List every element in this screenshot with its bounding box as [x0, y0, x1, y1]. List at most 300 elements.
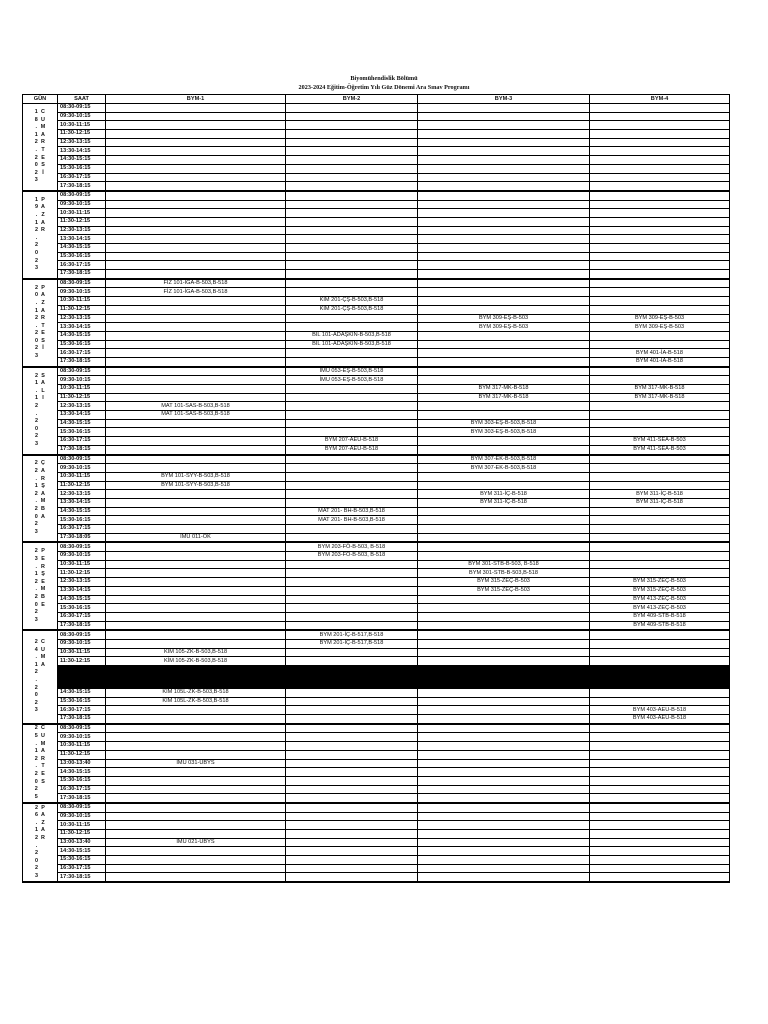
exam-cell-bym4: BYM 413-ZEÇ-B-503	[590, 604, 730, 613]
exam-cell-bym2	[286, 288, 418, 297]
day-name-char: İ	[42, 169, 44, 176]
exam-cell-bym4: BYM 409-STB-B-518	[590, 621, 730, 630]
schedule-row	[23, 586, 730, 595]
time-slot: 08:30-09:15	[58, 279, 106, 288]
exam-cell-bym2	[286, 838, 418, 847]
exam-cell-bym4	[590, 235, 730, 244]
exam-cell-bym4: BYM 411-SEA-B-503	[590, 445, 730, 454]
exam-cell-bym2	[286, 472, 418, 481]
day-date-char: 2	[34, 669, 38, 676]
day-label	[23, 725, 57, 801]
schedule-row	[23, 367, 730, 376]
schedule-row	[23, 437, 730, 446]
day-date-char: .	[35, 124, 37, 131]
exam-cell-bym2	[286, 252, 418, 261]
day-date-char: 2	[35, 372, 39, 379]
schedule-row	[23, 750, 730, 759]
exam-cell-bym4	[590, 226, 730, 235]
day-name-char: S	[41, 162, 45, 169]
schedule-row	[23, 697, 730, 706]
time-slot: 16:30-17:15	[58, 785, 106, 794]
exam-cell-bym4	[590, 569, 730, 578]
day-name-char: T	[41, 322, 45, 329]
day-date-char: .	[35, 819, 38, 826]
exam-cell-bym4	[590, 648, 730, 657]
day-date-char: 1	[35, 307, 39, 314]
time-slot: 08:30-09:15	[58, 542, 106, 551]
exam-cell-bym1	[106, 173, 286, 182]
day-cell	[23, 191, 58, 279]
exam-cell-bym1	[106, 314, 286, 323]
exam-cell-bym4	[590, 847, 730, 856]
exam-cell-bym3	[418, 252, 590, 261]
exam-cell-bym4	[590, 639, 730, 648]
exam-cell-bym2: BYM 201-İÇ-B-517,B-518	[286, 630, 418, 639]
day-date-char: 2	[35, 804, 39, 811]
exam-cell-bym4	[590, 419, 730, 428]
schedule-row	[23, 552, 730, 561]
time-slot: 09:30-10:15	[58, 288, 106, 297]
day-date-char: 3	[35, 265, 39, 272]
exam-cell-bym4	[590, 525, 730, 534]
day-date-vertical	[35, 725, 38, 801]
day-cell	[23, 803, 58, 882]
exam-cell-bym4	[590, 552, 730, 561]
day-date-char: .	[35, 212, 38, 219]
blocked-cell	[286, 666, 418, 689]
time-slot: 08:30-09:15	[58, 630, 106, 639]
exam-cell-bym4	[590, 516, 730, 525]
exam-cell-bym1: İMU 021-ÜBYS	[106, 838, 286, 847]
exam-cell-bym1	[106, 200, 286, 209]
exam-cell-bym2	[286, 733, 418, 742]
schedule-row	[23, 191, 730, 200]
exam-cell-bym4	[590, 217, 730, 226]
exam-cell-bym4: BYM 311-İÇ-B-518	[590, 498, 730, 507]
day-date-char: .	[35, 234, 38, 241]
exam-cell-bym3	[418, 630, 590, 639]
exam-cell-bym3	[418, 785, 590, 794]
day-name-vertical	[41, 548, 46, 624]
exam-cell-bym3	[418, 235, 590, 244]
day-name-char: S	[41, 372, 45, 379]
exam-cell-bym2	[286, 821, 418, 830]
time-slot: 10:30-11:15	[58, 121, 106, 130]
time-slot: 14:30-15:15	[58, 419, 106, 428]
day-date-char: 1	[35, 827, 39, 834]
exam-cell-bym2	[286, 533, 418, 542]
exam-cell-bym2	[286, 604, 418, 613]
exam-cell-bym1	[106, 569, 286, 578]
exam-cell-bym3: BYM 315-ZEÇ-B-503	[418, 578, 590, 587]
exam-cell-bym3	[418, 706, 590, 715]
day-date-char: .	[35, 387, 38, 394]
exam-cell-bym4: BYM 413-ZEÇ-B-503	[590, 595, 730, 604]
time-slot: 16:30-17:15	[58, 173, 106, 182]
day-label	[23, 548, 57, 624]
day-date-char: 3	[34, 177, 38, 184]
time-slot: 08:30-09:15	[58, 803, 106, 812]
exam-cell-bym4	[590, 244, 730, 253]
day-date-char: 2	[34, 460, 38, 467]
exam-cell-bym2	[286, 121, 418, 130]
day-name-char: A	[41, 204, 45, 211]
time-slot: 15:30-16:15	[58, 428, 106, 437]
day-date-char: .	[35, 475, 37, 482]
exam-cell-bym2	[286, 156, 418, 165]
day-name-char: M	[40, 654, 46, 661]
exam-cell-bym2	[286, 657, 418, 666]
day-date-char: 2	[35, 242, 39, 249]
exam-schedule-title: 2023-2024 Eğitim-Öğretim Yılı Güz Dönemi Ara Sınav Programı	[298, 84, 470, 91]
department-title: Biyomühendislik Bölümü	[350, 75, 418, 82]
day-name-char: İ	[42, 345, 44, 352]
column-header-time: SAAT	[58, 95, 106, 104]
time-slot: 15:30-16:15	[58, 776, 106, 785]
time-slot: 15:30-16:15	[58, 340, 106, 349]
exam-cell-bym1	[106, 612, 286, 621]
schedule-row	[23, 261, 730, 270]
exam-cell-bym1	[106, 750, 286, 759]
day-date-char: 6	[35, 812, 39, 819]
exam-cell-bym4	[590, 191, 730, 200]
exam-cell-bym2: İMU 053-EŞ-B-503,B-518	[286, 367, 418, 376]
day-date-char: 0	[34, 513, 38, 520]
schedule-row	[23, 455, 730, 464]
exam-cell-bym1	[106, 235, 286, 244]
exam-cell-bym3	[418, 648, 590, 657]
exam-cell-bym1	[106, 138, 286, 147]
exam-cell-bym1	[106, 498, 286, 507]
exam-cell-bym4: BYM 401-İA-B-518	[590, 357, 730, 366]
day-name-vertical	[41, 285, 45, 361]
schedule-row	[23, 776, 730, 785]
exam-cell-bym3	[418, 750, 590, 759]
time-slot: 09:30-10:15	[58, 639, 106, 648]
time-slot: 17:30-18:15	[58, 715, 106, 724]
day-date-char: 1	[34, 131, 38, 138]
exam-cell-bym1: KİM 105-ZK-B-503,B-518	[106, 648, 286, 657]
schedule-row	[23, 305, 730, 314]
day-name-char: U	[41, 646, 45, 653]
day-date-char: 0	[35, 857, 39, 864]
exam-cell-bym3	[418, 182, 590, 191]
exam-cell-bym1	[106, 552, 286, 561]
exam-cell-bym1	[106, 630, 286, 639]
exam-cell-bym1	[106, 244, 286, 253]
day-date-char: 2	[34, 169, 38, 176]
exam-cell-bym1	[106, 803, 286, 812]
exam-cell-bym1	[106, 733, 286, 742]
blocked-cell	[58, 666, 106, 689]
time-slot: 13:30-14:15	[58, 147, 106, 156]
time-slot: 16:30-17:15	[58, 706, 106, 715]
exam-cell-bym4: BYM 309-EŞ-B-503	[590, 323, 730, 332]
time-slot: 08:30-09:15	[58, 455, 106, 464]
time-slot: 17:30-18:15	[58, 270, 106, 279]
exam-cell-bym1	[106, 507, 286, 516]
schedule-row	[23, 252, 730, 261]
schedule-row	[23, 604, 730, 613]
day-date-char: 2	[34, 548, 38, 555]
exam-cell-bym2	[286, 586, 418, 595]
time-slot: 10:30-11:15	[58, 560, 106, 569]
exam-cell-bym2: BİL 101-ADAŞKIN-B-503,B-518	[286, 331, 418, 340]
exam-cell-bym3	[418, 621, 590, 630]
exam-cell-bym1	[106, 830, 286, 839]
exam-cell-bym1: İMU 011-ÖK	[106, 533, 286, 542]
schedule-row	[23, 314, 730, 323]
day-name-char: A	[41, 812, 45, 819]
time-slot: 12:30-13:15	[58, 490, 106, 499]
exam-cell-bym1	[106, 768, 286, 777]
exam-cell-bym3	[418, 130, 590, 139]
time-slot: 14:30-15:15	[58, 156, 106, 165]
exam-cell-bym1	[106, 437, 286, 446]
day-date-char: 2	[34, 609, 38, 616]
day-label	[23, 197, 57, 273]
exam-cell-bym2	[286, 750, 418, 759]
exam-cell-bym3	[418, 733, 590, 742]
day-date-char: 3	[34, 528, 38, 535]
day-date-char: 2	[35, 284, 39, 291]
exam-cell-bym4: BYM 315-ZEÇ-B-503	[590, 586, 730, 595]
exam-cell-bym4	[590, 112, 730, 121]
schedule-row	[23, 331, 730, 340]
exam-cell-bym3	[418, 742, 590, 751]
time-slot: 17:30-18:15	[58, 794, 106, 803]
exam-cell-bym3	[418, 768, 590, 777]
schedule-row	[23, 724, 730, 733]
schedule-row	[23, 464, 730, 473]
day-date-char: 2	[35, 433, 39, 440]
exam-cell-bym3	[418, 445, 590, 454]
time-slot: 12:30-13:15	[58, 226, 106, 235]
day-date-char: .	[35, 763, 37, 770]
exam-cell-bym1: BYM 101-SYY-B-503,B-518	[106, 472, 286, 481]
day-name-char: E	[41, 330, 45, 337]
exam-cell-bym1	[106, 252, 286, 261]
schedule-row	[23, 279, 730, 288]
exam-cell-bym3	[418, 864, 590, 873]
day-name-char: R	[41, 563, 45, 570]
day-date-char: .	[35, 842, 38, 849]
exam-cell-bym1: BYM 101-SYY-B-503,B-518	[106, 481, 286, 490]
time-slot: 10:30-11:15	[58, 297, 106, 306]
exam-cell-bym4	[590, 261, 730, 270]
schedule-row	[23, 349, 730, 358]
exam-cell-bym1	[106, 490, 286, 499]
exam-cell-bym3	[418, 209, 590, 218]
day-name-char: A	[41, 827, 45, 834]
exam-cell-bym2: İMU 053-EŞ-B-503,B-518	[286, 376, 418, 385]
day-date-char: 0	[34, 162, 38, 169]
exam-cell-bym2	[286, 147, 418, 156]
day-date-char: 1	[34, 108, 38, 115]
exam-cell-bym3	[418, 217, 590, 226]
day-name-char: I	[42, 395, 44, 402]
exam-cell-bym1	[106, 376, 286, 385]
time-slot: 14:30-15:15	[58, 595, 106, 604]
exam-cell-bym1	[106, 706, 286, 715]
day-name-char: R	[41, 315, 45, 322]
exam-cell-bym4	[590, 305, 730, 314]
day-name-char: A	[41, 748, 45, 755]
exam-cell-bym4	[590, 270, 730, 279]
schedule-row	[23, 121, 730, 130]
day-date-char: 0	[35, 337, 39, 344]
day-date-char: 2	[34, 139, 38, 146]
day-date-vertical	[35, 460, 38, 536]
exam-cell-bym1: KİM 105L-ZK-B-503,B-518	[106, 697, 286, 706]
exam-cell-bym1	[106, 604, 286, 613]
exam-cell-bym3	[418, 104, 590, 113]
time-slot: 17:30-18:15	[58, 621, 106, 630]
exam-cell-bym4	[590, 759, 730, 768]
exam-cell-bym2	[286, 525, 418, 534]
exam-cell-bym4	[590, 560, 730, 569]
time-slot: 10:30-11:15	[58, 648, 106, 657]
exam-cell-bym4: BYM 409-STB-B-518	[590, 612, 730, 621]
exam-cell-bym1	[106, 305, 286, 314]
time-slot: 13:30-14:15	[58, 411, 106, 420]
schedule-row	[23, 217, 730, 226]
exam-cell-bym1	[106, 595, 286, 604]
day-name-char: C	[41, 108, 45, 115]
day-date-char: 1	[34, 483, 38, 490]
exam-cell-bym3	[418, 261, 590, 270]
day-date-char: 3	[35, 872, 39, 879]
exam-cell-bym1	[106, 724, 286, 733]
exam-cell-bym2	[286, 715, 418, 724]
schedule-row	[23, 419, 730, 428]
day-name-vertical	[41, 725, 46, 801]
day-date-char: .	[35, 146, 37, 153]
day-name-char: P	[41, 804, 45, 811]
time-slot: 08:30-09:15	[58, 104, 106, 113]
exam-cell-bym2	[286, 812, 418, 821]
time-slot: 14:30-15:15	[58, 768, 106, 777]
schedule-row	[23, 445, 730, 454]
exam-cell-bym1	[106, 147, 286, 156]
exam-cell-bym2	[286, 455, 418, 464]
schedule-row	[23, 648, 730, 657]
exam-cell-bym2: BİL 101-ADAŞKIN-B-503,B-518	[286, 340, 418, 349]
schedule-row	[23, 498, 730, 507]
schedule-row	[23, 542, 730, 551]
exam-cell-bym1	[106, 542, 286, 551]
exam-cell-bym4: BYM 317-MK-B-518	[590, 385, 730, 394]
exam-cell-bym2	[286, 191, 418, 200]
exam-cell-bym1	[106, 847, 286, 856]
exam-cell-bym2	[286, 173, 418, 182]
day-date-char: 2	[35, 418, 39, 425]
day-name-char: R	[41, 755, 45, 762]
exam-cell-bym3: BYM 315-ZEÇ-B-503	[418, 586, 590, 595]
exam-cell-bym4	[590, 768, 730, 777]
exam-cell-bym2	[286, 742, 418, 751]
schedule-row	[23, 612, 730, 621]
day-cell	[23, 455, 58, 543]
schedule-row	[23, 715, 730, 724]
exam-cell-bym2	[286, 847, 418, 856]
day-name-char: B	[41, 593, 45, 600]
exam-cell-bym2	[286, 226, 418, 235]
exam-cell-bym4	[590, 121, 730, 130]
day-date-char: 1	[35, 219, 39, 226]
exam-cell-bym2	[286, 689, 418, 698]
exam-cell-bym4	[590, 147, 730, 156]
day-name-char: R	[41, 227, 45, 234]
schedule-row	[23, 595, 730, 604]
exam-cell-bym1	[106, 385, 286, 394]
exam-cell-bym4	[590, 856, 730, 865]
schedule-row	[23, 838, 730, 847]
exam-cell-bym2	[286, 490, 418, 499]
exam-cell-bym1	[106, 464, 286, 473]
exam-cell-bym3	[418, 226, 590, 235]
exam-cell-bym4	[590, 209, 730, 218]
blocked-cell	[106, 666, 286, 689]
exam-cell-bym3	[418, 838, 590, 847]
day-label	[23, 805, 57, 881]
exam-cell-bym3	[418, 367, 590, 376]
day-date-char: 2	[35, 345, 39, 352]
day-date-char: 2	[35, 257, 39, 264]
time-slot: 08:30-09:15	[58, 367, 106, 376]
exam-cell-bym1	[106, 104, 286, 113]
time-slot: 11:30-12:15	[58, 393, 106, 402]
exam-cell-bym1	[106, 821, 286, 830]
exam-cell-bym2	[286, 428, 418, 437]
day-name-char: A	[41, 131, 45, 138]
day-date-char: .	[35, 299, 38, 306]
day-name-char: E	[41, 154, 45, 161]
exam-cell-bym3	[418, 552, 590, 561]
schedule-row	[23, 209, 730, 218]
schedule-row	[23, 856, 730, 865]
exam-cell-bym1	[106, 742, 286, 751]
exam-cell-bym2: KİM 201-ÇŞ-B-503,B-518	[286, 297, 418, 306]
day-date-char: 2	[34, 786, 38, 793]
exam-cell-bym4	[590, 164, 730, 173]
day-date-char: 1	[35, 395, 39, 402]
exam-cell-bym1	[106, 112, 286, 121]
column-header-bym4: BYM-4	[590, 95, 730, 104]
time-slot: 10:30-11:15	[58, 472, 106, 481]
exam-cell-bym3: BYM 309-EŞ-B-503	[418, 323, 590, 332]
day-name-char: M	[40, 740, 46, 747]
day-name-char: Ç	[41, 460, 45, 467]
exam-cell-bym2	[286, 323, 418, 332]
exam-cell-bym3	[418, 639, 590, 648]
exam-cell-bym1	[106, 428, 286, 437]
exam-cell-bym1	[106, 349, 286, 358]
day-name-char: M	[40, 498, 46, 505]
exam-cell-bym4	[590, 507, 730, 516]
exam-cell-bym1: FİZ 101-İGA-B-503,B-518	[106, 288, 286, 297]
time-slot: 16:30-17:15	[58, 349, 106, 358]
day-cell	[23, 542, 58, 630]
exam-cell-bym1	[106, 516, 286, 525]
day-date-char: 2	[35, 315, 39, 322]
day-name-char: P	[41, 196, 45, 203]
exam-cell-bym1	[106, 331, 286, 340]
exam-cell-bym3	[418, 164, 590, 173]
day-name-char: A	[41, 307, 45, 314]
day-name-char: A	[41, 380, 45, 387]
exam-cell-bym3	[418, 516, 590, 525]
